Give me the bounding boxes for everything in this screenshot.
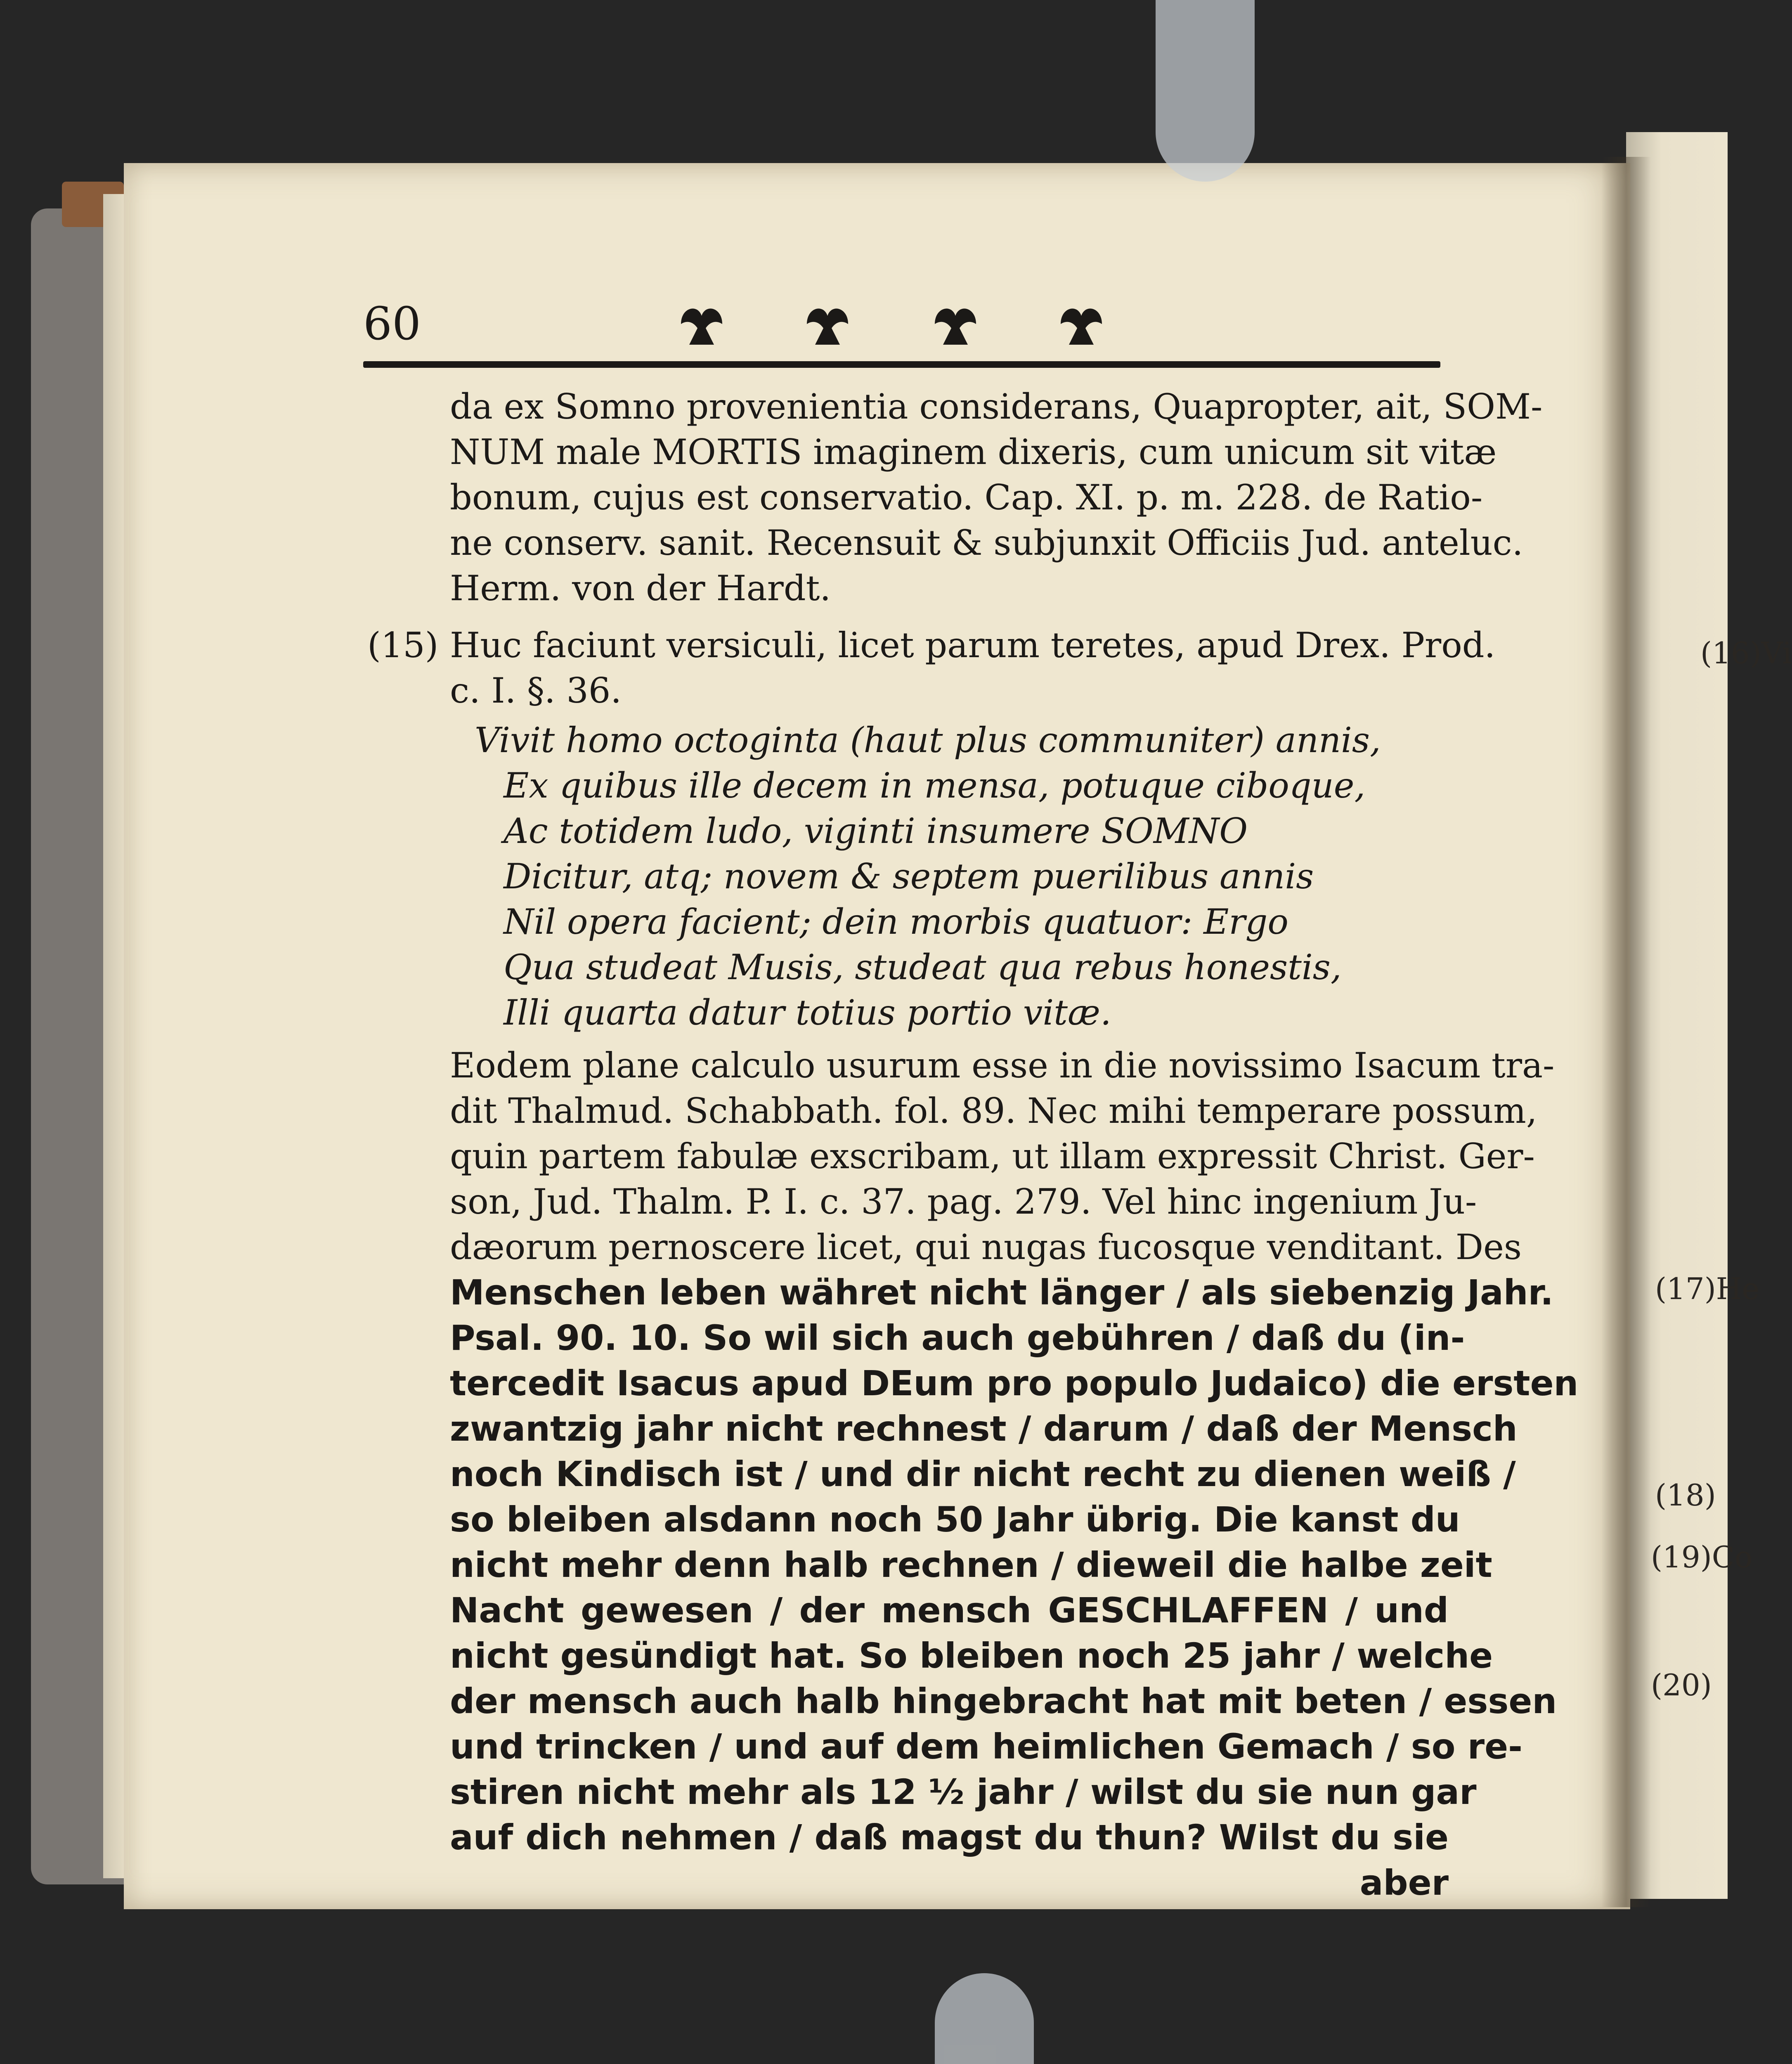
text-line: son, Jud. Thalm. P. I. c. 37. pag. 279. Vel hinc ingenium Ju- — [450, 1181, 1477, 1222]
verse-line: Nil opera facient; dein morbis quatuor: Ergo — [504, 902, 1288, 942]
header-rule — [363, 361, 1440, 368]
facing-fragment: (17)He — [1655, 1271, 1760, 1306]
book-clip-bottom — [935, 1973, 1034, 2064]
verse-line: Dicitur, atq; novem & septem puerilibus annis — [504, 856, 1314, 897]
facing-fragment: (19)Co — [1651, 1540, 1753, 1574]
text-line: dæorum pernoscere licet, qui nugas fucosque venditant. Des — [450, 1227, 1522, 1267]
text-line: da ex Somno provenientia considerans, Quapropter, ait, SOM- — [450, 386, 1543, 427]
text-line: Herm. von der Hardt. — [450, 568, 831, 608]
catchword: aber — [1359, 1863, 1449, 1903]
footnote-15 — [367, 623, 1579, 1905]
text-line: der mensch auch halb hingebracht hat mit beten / essen — [450, 1681, 1557, 1721]
text-line: quin partem fabulæ exscribam, ut illam expressit Christ. Ger- — [450, 1136, 1535, 1176]
footnote-body — [450, 1043, 1579, 1905]
spine-shadow — [1601, 157, 1651, 1907]
text-line: zwantzig jahr nicht rechnest / darum / daß der Mensch — [450, 1408, 1518, 1449]
facing-fragment: (18) — [1655, 1478, 1716, 1512]
text-line: dit Thalmud. Schabbath. fol. 89. Nec mihi temperare possum, — [450, 1091, 1537, 1131]
facing-fragment: (16)Vi — [1700, 636, 1792, 670]
text-line: Psal. 90. 10. So wil sich auch gebühren / daß du (in- — [450, 1318, 1465, 1358]
text-line: ne conserv. sanit. Recensuit & subjunxit Officiis Jud. anteluc. — [450, 523, 1523, 563]
text-line: Eodem plane calculo usurum esse in die novissimo Isacum tra- — [450, 1045, 1555, 1086]
text-line: NUM male MORTIS imaginem dixeris, cum unicum sit vitæ — [450, 432, 1497, 472]
text-line: auf dich nehmen / daß magst du thun? Wilst du sie — [450, 1817, 1449, 1858]
text-line: nicht gesündigt hat. So bleiben noch 25 jahr / welche — [450, 1636, 1493, 1676]
text-line: c. I. §. 36. — [450, 670, 622, 711]
verse-block — [450, 717, 1449, 1035]
text-line: tercedit Isacus apud DEum pro populo Judaico) die ersten — [450, 1363, 1579, 1404]
text-line: bonum, cujus est conservatio. Cap. XI. p. m. 228. de Ratio- — [450, 477, 1483, 518]
text-line: Nacht gewesen / der mensch GESCHLAFFEN / und — [450, 1590, 1449, 1631]
page-text — [367, 384, 1579, 1905]
text-line: und trincken / und auf dem heimlichen Gemach / so re- — [450, 1726, 1522, 1767]
verse-line: Ac totidem ludo, viginti insumere SOMNO — [504, 811, 1248, 851]
verse-line: Illi quarta datur totius portio vitæ. — [504, 992, 1111, 1033]
verse-line: Qua studeat Musis, studeat qua rebus honestis, — [504, 947, 1342, 987]
text-line: stiren nicht mehr als 12 ½ jahr / wilst du sie nun gar — [450, 1772, 1477, 1812]
text-line: Huc faciunt versiculi, licet parum teretes, apud Drex. Prod. — [450, 625, 1496, 665]
verse-line: Vivit homo octoginta (haut plus communiter) annis, — [475, 720, 1381, 760]
text-line: nicht mehr denn halb rechnen / dieweil die halbe zeit — [450, 1545, 1492, 1585]
book-clip-top — [1156, 0, 1255, 182]
text-line: noch Kindisch ist / und dir nicht recht zu dienen weiß / — [450, 1454, 1516, 1494]
page-number: 60 — [363, 297, 421, 350]
text-line: Menschen leben währet nicht länger / als siebenzig Jahr. — [450, 1272, 1553, 1313]
facing-fragment: (20) — [1651, 1668, 1712, 1702]
footnote-marker: (15) — [367, 625, 439, 665]
text-line: so bleiben alsdann noch 50 Jahr übrig. Die kanst du — [450, 1499, 1460, 1540]
verse-line: Ex quibus ille decem in mensa, potuque ciboque, — [504, 765, 1366, 806]
ornament-fleurons-icon — [660, 295, 1135, 349]
continuation-paragraph — [450, 384, 1543, 611]
